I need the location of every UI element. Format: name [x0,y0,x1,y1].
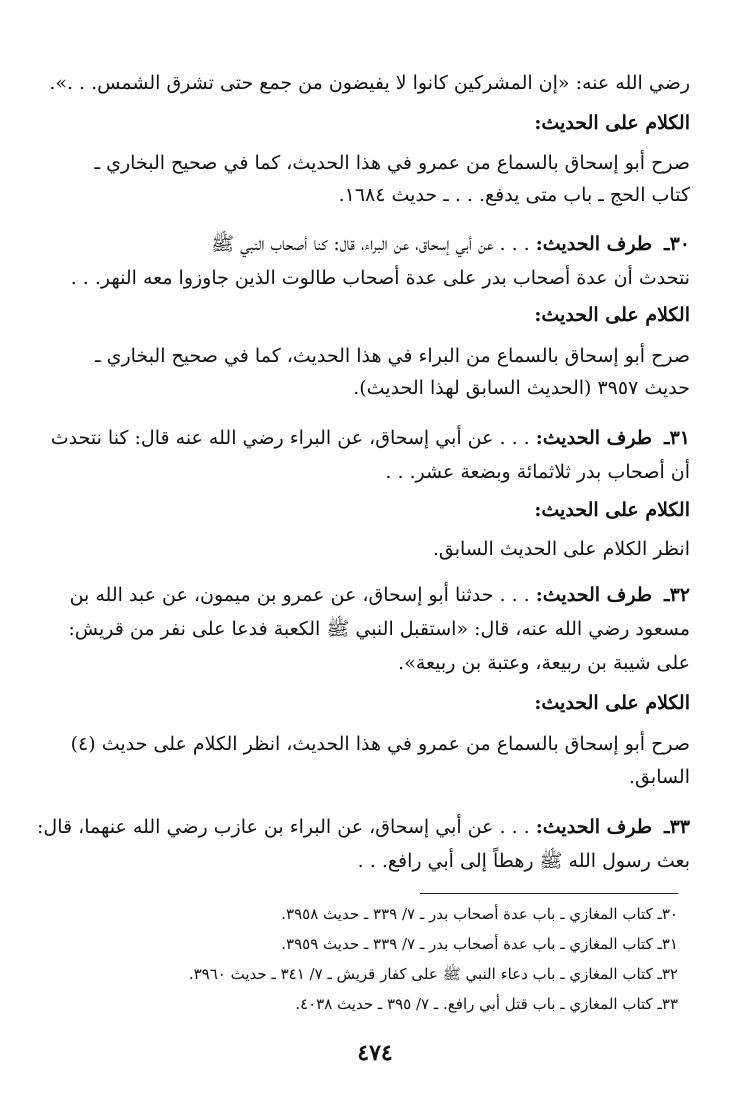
comment-heading: الكلام على الحديث: [534,112,690,134]
comment-heading: الكلام على الحديث: [534,304,690,326]
page-number: ٤٧٤ [357,1040,393,1066]
hadith-text: . . . حدثنا أبو إسحاق، عن عمرو بن ميمون، عن عبد الله بن [69,584,530,606]
comment-text-line: صرح أبو إسحاق بالسماع من عمرو في هذا الحديث، كما في صحيح البخاري ـ [94,152,690,174]
hadith-text-line: أن أصحاب بدر ثلاثمائة وبضعة عشر. . . [385,461,690,483]
entry-label: طرف الحديث: [535,427,652,449]
comment-text-line: صرح أبو إسحاق بالسماع من عمرو في هذا الحديث، انظر الكلام على حديث (٤) [70,733,690,755]
hadith-entry-33-first-line [37,812,690,842]
comment-text-line: انظر الكلام على الحديث السابق. [432,538,690,560]
entry-number: ٣١ـ [664,427,690,449]
footnote: ٣٢ـ كتاب المغازي ـ باب دعاء النبي ﷺ على كفار قريش ـ ٧/ ٣٤١ ـ حديث ٣٩٦٠. [188,965,678,983]
hadith-entry-31-first-line [50,423,690,453]
comment-heading: الكلام على الحديث: [534,692,690,714]
hadith-text-line: بعث رسول الله ﷺ رهطاً إلى أبي رافع. . . [357,850,690,872]
comment-text-line: السابق. [629,766,690,788]
entry-label: طرف الحديث: [535,816,652,838]
hadith-text: . . . عن أبي إسحاق، عن البراء، قال: كنا أصحاب النبي ﷺ [211,233,530,255]
footnote: ٣٠ـ كتاب المغازي ـ باب عدة أصحاب بدر ـ ٧/ ٣٣٩ ـ حديث ٣٩٥٨. [281,905,678,923]
hadith-text: . . . عن أبي إسحاق، عن البراء بن عازب رضي الله عنهما، قال: [37,816,530,838]
hadith-text-line: على شيبة بن ربيعة، وعتبة بن ربيعة». [398,652,690,674]
entry-number: ٣٣ـ [664,816,690,838]
hadith-text: . . . عن أبي إسحاق، عن البراء رضي الله عنه قال: كنا نتحدث [50,427,530,449]
continuation-text-line: رضي الله عنه: «إن المشركين كانوا لا يفيضون من جمع حتى تشرق الشمس. . .». [49,72,690,94]
comment-text-line: صرح أبو إسحاق بالسماع من البراء في هذا الحديث، كما في صحيح البخاري ـ [94,345,690,367]
comment-text-line: كتاب الحج ـ باب متى يدفع. . . ـ حديث ١٦٨٤. [338,184,690,206]
entry-number: ٣٢ـ [664,584,690,606]
hadith-text-line: نتحدث أن عدة أصحاب بدر على عدة أصحاب طالوت الذين جاوزوا معه النهر. . . [70,267,690,289]
entry-number: ٣٠ـ [664,233,690,255]
hadith-text-line: مسعود رضي الله عنه، قال: «استقبل النبي ﷺ الكعبة فدعا على نفر من قريش: [68,618,690,640]
entry-label: طرف الحديث: [535,233,652,255]
comment-heading: الكلام على الحديث: [534,499,690,521]
hadith-entry-30-first-line [65,229,690,259]
footnote: ٣١ـ كتاب المغازي ـ باب عدة أصحاب بدر ـ ٧/ ٣٣٩ ـ حديث ٣٩٥٩. [281,935,678,953]
comment-text-line: حديث ٣٩٥٧ (الحديث السابق لهذا الحديث). [353,377,690,399]
footnote-separator [420,893,678,894]
entry-label: طرف الحديث: [535,584,652,606]
footnote: ٣٣ـ كتاب المغازي ـ باب قتل أبي رافع. ـ ٧/ ٣٩٥ ـ حديث ٤٠٣٨. [295,995,678,1013]
hadith-entry-32-first-line [65,580,690,610]
